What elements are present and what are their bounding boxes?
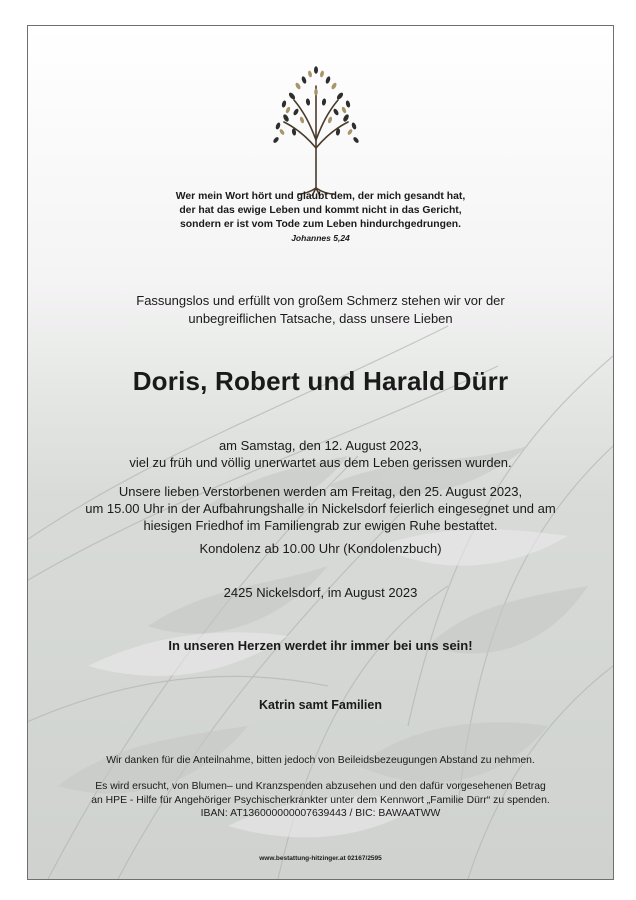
closing-phrase: In unseren Herzen werdet ihr immer bei uns sein! <box>168 638 473 653</box>
condolence-info: Kondolenz ab 10.00 Uhr (Kondolenzbuch) <box>199 541 442 556</box>
donation-line: Es wird ersucht, von Blumen– und Kranzspenden abzusehen und den dafür vorgesehenen Betrag <box>95 781 546 792</box>
intro-line: unbegreiflichen Tatsache, dass unsere Lieben <box>188 311 453 326</box>
obituary-sheet <box>27 25 614 880</box>
signature: Katrin samt Familien <box>259 698 382 712</box>
donation-line: an HPE - Hilfe für Angehöriger Psychischerkrankter unter dem Kennwort „Familie Dürr“ zu spenden. <box>91 794 550 806</box>
verse-reference: Johannes 5,24 <box>291 233 350 243</box>
donation-line: IBAN: AT136000000007639443 / BIC: BAWAATWW <box>200 808 441 819</box>
death-line: viel zu früh und völlig unerwartet aus dem Leben gerissen wurden. <box>129 455 512 470</box>
death-notice <box>28 437 613 471</box>
funeral-line: hiesigen Friedhof im Familiengrab zur ewigen Ruhe bestattet. <box>143 518 498 533</box>
bible-verse <box>28 190 613 232</box>
funeral-line: um 15.00 Uhr in der Aufbahrungshalle in Nickelsdorf feierlich eingesegnet und am <box>85 501 556 516</box>
funeral-notice <box>28 483 613 534</box>
tree-icon <box>266 56 366 196</box>
place-date: 2425 Nickelsdorf, im August 2023 <box>223 585 418 600</box>
obituary-content <box>28 26 613 879</box>
intro-text <box>28 292 613 328</box>
verse-line: sondern er ist vom Tode zum Leben hindurchgedrungen. <box>180 219 461 230</box>
donation-note <box>28 780 613 821</box>
funeral-home-footer: www.bestattung-hitzinger.at 02167/2595 <box>259 855 382 862</box>
death-line: am Samstag, den 12. August 2023, <box>218 438 423 453</box>
verse-line: Wer mein Wort hört und glaubt dem, der mich gesandt hat, <box>175 191 466 202</box>
verse-line: der hat das ewige Leben und kommt nicht in das Gericht, <box>179 205 462 216</box>
funeral-line: Unsere lieben Verstorbenen werden am Freitag, den 25. August 2023, <box>118 484 523 499</box>
deceased-names: Doris, Robert und Harald Dürr <box>132 366 509 396</box>
thanks-note: Wir danken für die Anteilnahme, bitten jedoch von Beileidsbezeugungen Abstand zu nehmen. <box>106 755 535 766</box>
intro-line: Fassungslos und erfüllt von großem Schmerz stehen wir vor der <box>136 293 505 308</box>
